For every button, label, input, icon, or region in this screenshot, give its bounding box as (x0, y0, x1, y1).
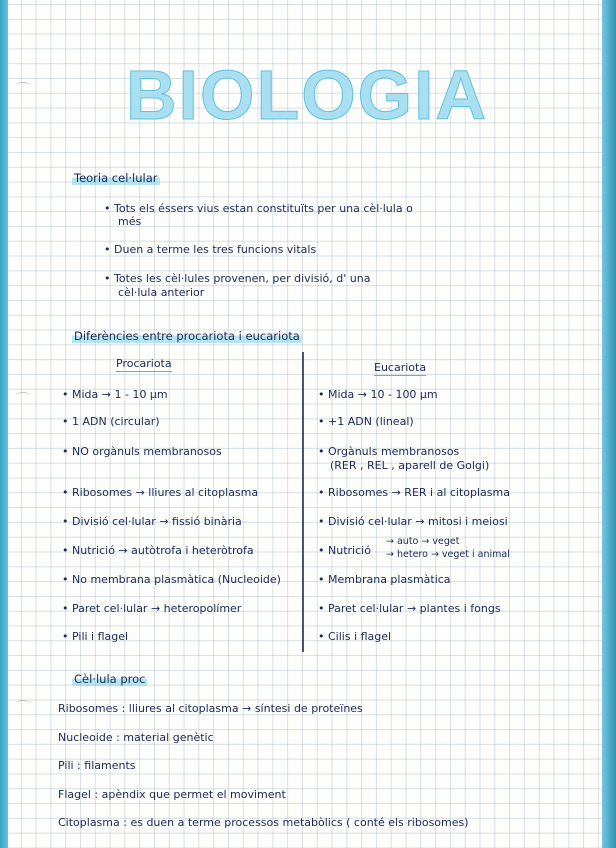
teoria-item: • Tots els éssers vius estan constituïts per una cèl·lula o (104, 202, 413, 215)
teoria-item-cont: cèl·lula anterior (118, 286, 205, 299)
section-heading-celula-proc: Cèl·lula proc (74, 672, 146, 686)
eucariota-nutricio-branch: → hetero → veget i animal (386, 549, 510, 560)
left-edge-stripe (0, 0, 8, 848)
column-divider (302, 352, 304, 652)
section-heading-diferencies: Diferències entre procariota i eucariota (74, 329, 300, 343)
procariota-item: • Nutrició → autòtrofa i heteròtrofa (62, 544, 254, 557)
right-edge-stripe (602, 0, 616, 848)
procariota-item: • Ribosomes → lliures al citoplasma (62, 486, 259, 499)
celula-proc-line: Nucleoide : material genètic (58, 731, 214, 744)
celula-proc-line: Pili : filaments (58, 759, 136, 772)
celula-proc-line: Citoplasma : es duen a terme processos metabòlics ( conté els ribosomes) (58, 816, 469, 829)
procariota-item: • No membrana plasmàtica (Nucleoide) (62, 573, 281, 586)
procariota-item: • Divisió cel·lular → fissió binària (62, 515, 242, 528)
celula-proc-line: Flagel : apèndix que permet el moviment (58, 788, 286, 801)
procariota-item: • Pili i flagel (62, 630, 129, 643)
eucariota-item: • Cilis i flagel (318, 630, 392, 643)
eucariota-item: • Divisió cel·lular → mitosi i meiosi (318, 515, 508, 528)
eucariota-nutricio-branch: → auto → veget (386, 536, 460, 547)
procariota-item: • Mida → 1 - 10 µm (62, 388, 168, 401)
eucariota-item: • Paret cel·lular → plantes i fongs (318, 602, 501, 615)
procariota-item: • 1 ADN (circular) (62, 415, 160, 428)
teoria-item: • Duen a terme les tres funcions vitals (104, 243, 317, 256)
eucariota-item: • Nutrició (318, 544, 371, 557)
procariota-item: • NO orgànuls membranosos (62, 445, 222, 458)
eucariota-item: • Membrana plasmàtica (318, 573, 451, 586)
teoria-item: • Totes les cèl·lules provenen, per divisió, d' una (104, 272, 371, 285)
page-title: BIOLOGIA (126, 56, 489, 134)
column-label-eucariota: Eucariota (374, 361, 427, 374)
eucariota-item: • +1 ADN (lineal) (318, 415, 414, 428)
eucariota-item: • Orgànuls membranosos (318, 445, 460, 458)
procariota-item: • Paret cel·lular → heteropolímer (62, 602, 242, 615)
section-heading-teoria: Teoria cel·lular (74, 171, 158, 185)
punch-hole-mark (16, 700, 30, 707)
punch-hole-mark (16, 392, 30, 399)
column-label-procariota: Procariota (116, 357, 172, 370)
eucariota-item: • Ribosomes → RER i al citoplasma (318, 486, 510, 499)
eucariota-item: • Mida → 10 - 100 µm (318, 388, 438, 401)
punch-hole-mark (16, 82, 30, 89)
teoria-item-cont: més (118, 215, 142, 228)
eucariota-item-cont: (RER , REL , aparell de Golgi) (330, 459, 490, 472)
celula-proc-line: Ribosomes : lliures al citoplasma → síntesi de proteïnes (58, 702, 363, 715)
